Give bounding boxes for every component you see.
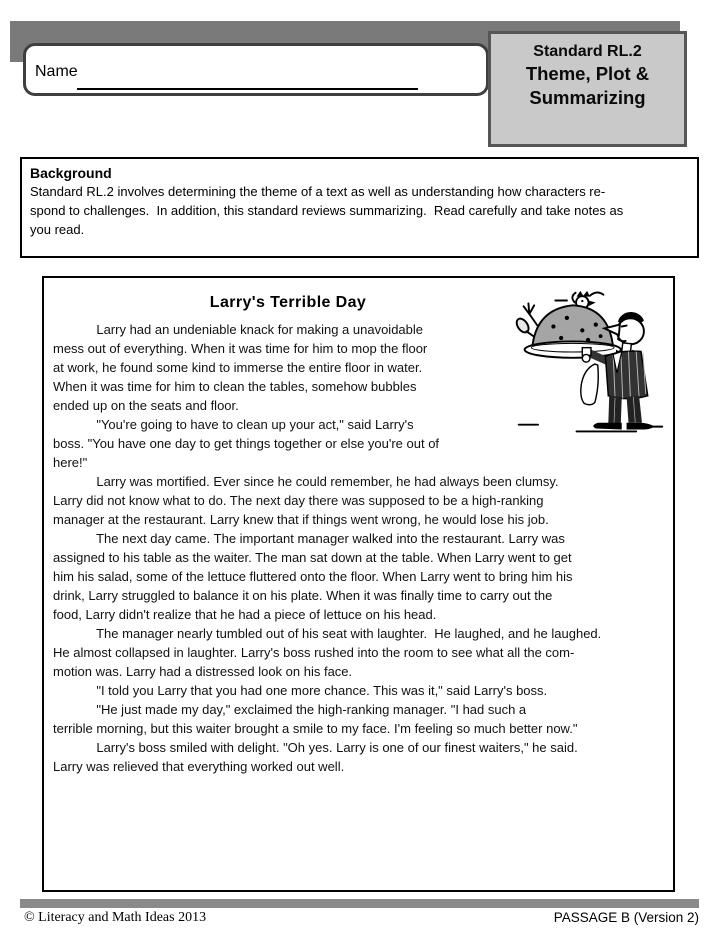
text-line: "You're going to have to clean up your act," said Larry's — [53, 417, 414, 432]
background-heading: Background — [30, 165, 112, 181]
name-blank-line — [77, 88, 418, 90]
text-line: "He just made my day," exclaimed the high-ranking manager. "I had such a — [53, 702, 527, 717]
name-label: Name — [35, 63, 78, 80]
text-line: food, Larry didn't realize that he had a piece of lettuce on his head. — [53, 607, 437, 622]
text-line: manager at the restaurant. Larry knew that if things went wrong, he would lose his job. — [53, 512, 549, 527]
passage-box — [42, 276, 675, 892]
text-line: you read. — [30, 222, 85, 237]
text-line: him his salad, some of the lettuce fluttered onto the floor. When Larry went to bring him his — [53, 569, 573, 584]
text-line: terrible morning, but this waiter brought a smile to my face. I'm feeling so much better now." — [53, 721, 578, 736]
text-line: mess out of everything. When it was time for him to mop the floor — [53, 341, 428, 356]
text-line: boss. "You have one day to get things together or else you're out of — [53, 436, 440, 451]
passage-version-label: PASSAGE B (Version 2) — [553, 910, 699, 925]
text-line: Larry's boss smiled with delight. "Oh yes. Larry is one of our finest waiters," he said. — [53, 740, 578, 755]
background-section — [20, 157, 699, 258]
text-line: The next day came. The important manager walked into the restaurant. Larry was — [53, 531, 565, 546]
text-line: He almost collapsed in laughter. Larry's boss rushed into the room to see what all the com- — [53, 645, 575, 660]
standard-title-box — [488, 31, 687, 147]
name-box — [23, 43, 489, 96]
standard-topic-line1: Theme, Plot & — [525, 63, 650, 84]
copyright-text: © Literacy and Math Ideas 2013 — [24, 910, 207, 925]
text-line: Standard RL.2 involves determining the theme of a text as well as understanding how characters re- — [30, 184, 606, 199]
text-line: drink, Larry struggled to balance it on his plate. When it was finally time to carry out the — [53, 588, 553, 603]
text-line: at work, he found some kind to immerse the entire floor in water. — [53, 360, 423, 375]
text-line: Larry was relieved that everything worked out well. — [53, 759, 345, 774]
passage-title: Larry's Terrible Day — [209, 294, 367, 311]
text-line: Larry had an undeniable knack for making a unavoidable — [53, 322, 424, 337]
text-line: Larry was mortified. Ever since he could remember, he had always been clumsy. — [53, 474, 559, 489]
text-line: "I told you Larry that you had one more chance. This was it," said Larry's boss. — [53, 683, 548, 698]
footer-gray-bar — [20, 899, 699, 908]
text-line: assigned to his table as the waiter. The man sat down at the table. When Larry went to get — [53, 550, 572, 565]
passage-text — [53, 320, 601, 776]
standard-topic-line2: Summarizing — [529, 87, 646, 108]
text-line: here!" — [53, 455, 88, 470]
text-line: ended up on the seats and floor. — [53, 398, 239, 413]
text-line: The manager nearly tumbled out of his seat with laughter. He laughed, and he laughed. — [53, 626, 602, 641]
background-text — [30, 182, 689, 239]
text-line: When it was time for him to clean the tables, somehow bubbles — [53, 379, 417, 394]
text-line: motion was. Larry had a distressed look on his face. — [53, 664, 353, 679]
text-line: spond to challenges. In addition, this standard reviews summarizing. Read carefully and take notes as — [30, 203, 624, 218]
standard-code: Standard RL.2 — [533, 43, 642, 60]
text-line: Larry did not know what to do. The next day there was supposed to be a high-ranking — [53, 493, 544, 508]
